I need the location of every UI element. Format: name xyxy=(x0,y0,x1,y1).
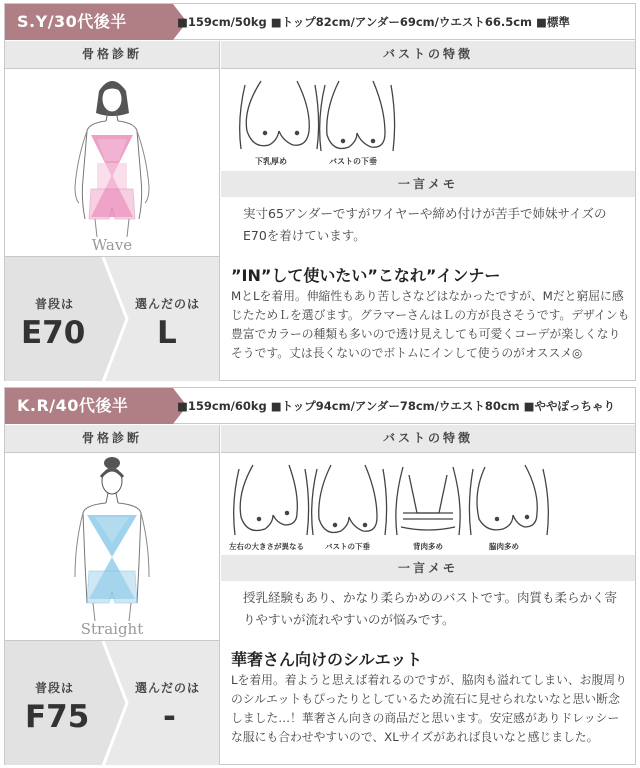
chosen-size-value: - xyxy=(163,699,176,735)
review-text: MとLを着用。伸縮性もあり苦しさなどはなかったですが、Mだと窮屈に感じたためＬを選びます。グラマーさんはＬの方が良さそうです。デザインも豊富でカラーの種類も多いので透け見えしても可愛くコーデが楽しくなりそうです。丈は長くないのでボトムにインして使うのがオススメ◎ xyxy=(231,289,630,360)
memo-text: 授乳経験もあり、かなり柔らかめのバストです。肉質も柔らかく寄りやすいが流れやすいのが悩みです。 xyxy=(243,590,618,627)
bust-label: 脇肉多め xyxy=(489,542,519,551)
reviewer-specs: ■159cm/50kg ■トップ82cm/アンダー69cm/ウエスト66.5cm ■標準 xyxy=(177,15,570,29)
chosen-size-label: 選んだのは xyxy=(135,681,201,695)
bust-label: 背肉多め xyxy=(413,542,443,551)
bust-icons xyxy=(221,69,635,172)
skeleton-header: 骨格診断 xyxy=(5,41,220,68)
usual-size-value: E70 xyxy=(21,315,86,351)
review-title: 華奢さん向けのシルエット xyxy=(231,650,423,669)
size-panel xyxy=(5,640,220,765)
memo-header: 一言メモ xyxy=(221,555,635,581)
memo-text: 実寸65アンダーですがワイヤーや締め付けが苦手で姉妹サイズのE70を着けています。 xyxy=(243,206,607,243)
reviewer-card xyxy=(4,387,636,765)
straight-figure-illustration xyxy=(5,453,219,623)
bust-label: 左右の大きさが異なる xyxy=(229,542,304,551)
usual-size-value: F75 xyxy=(25,699,90,735)
wave-figure-illustration xyxy=(5,69,219,239)
reviewer-card xyxy=(4,3,636,381)
reviewer-name: S.Y/30代後半 xyxy=(5,4,173,40)
bust-label: バストの下垂 xyxy=(329,157,377,166)
review-text: Lを着用。着ようと思えば着れるのですが、脇肉も溢れてしまい、お腹周りのシルエットもぴったりとしているため流石に見せられないなと思い断念しました…！華奢さん向きの商品だと思います。安定感がありドレッシーな服にも合わせやすいので、XLサイズがあれば良いなと感じました。 xyxy=(231,673,627,744)
usual-size-label: 普段は xyxy=(35,681,75,695)
body-figure xyxy=(5,452,220,640)
reviewer-name: K.R/40代後半 xyxy=(5,388,173,424)
memo-header: 一言メモ xyxy=(221,171,635,197)
review-title: ”IN”して使いたい”こなれ”インナー xyxy=(231,266,501,285)
card-header xyxy=(5,4,635,40)
body-type-label: Wave xyxy=(91,236,133,254)
chosen-size-label: 選んだのは xyxy=(135,297,201,311)
bust-illustrations xyxy=(221,68,635,171)
bust-illustrations xyxy=(221,452,635,555)
usual-size-label: 普段は xyxy=(35,297,75,311)
skeleton-header: 骨格診断 xyxy=(5,425,220,452)
body-type-label: Straight xyxy=(80,620,144,638)
bust-label: 下乳厚め xyxy=(255,157,287,166)
bust-header: バストの特徴 xyxy=(221,41,635,68)
bust-label: バストの下垂 xyxy=(325,542,370,551)
size-panel xyxy=(5,256,220,381)
reviewer-specs: ■159cm/60kg ■トップ94cm/アンダー78cm/ウエスト80cm ■ややぽっちゃり xyxy=(177,399,616,413)
body-figure xyxy=(5,68,220,256)
bust-icons xyxy=(221,453,635,556)
card-header xyxy=(5,388,635,424)
chosen-size-value: L xyxy=(157,315,177,351)
bust-header: バストの特徴 xyxy=(221,425,635,452)
